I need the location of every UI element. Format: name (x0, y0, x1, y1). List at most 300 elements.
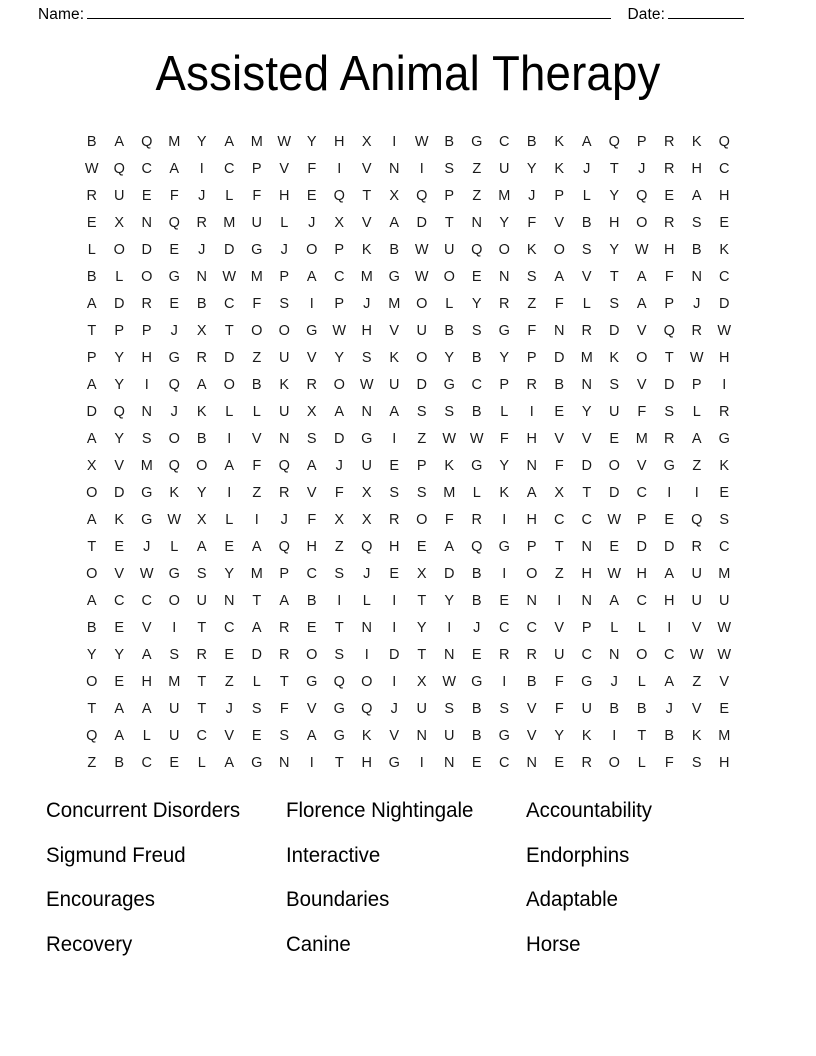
grid-cell[interactable]: A (664, 566, 675, 582)
grid-cell[interactable]: E (664, 512, 675, 528)
grid-cell[interactable]: T (252, 593, 262, 609)
grid-cell[interactable]: Y (526, 161, 537, 177)
grid-cell[interactable]: U (554, 647, 565, 663)
grid-cell[interactable]: Y (114, 647, 125, 663)
grid-cell[interactable]: G (141, 512, 153, 528)
grid-cell[interactable]: M (250, 566, 263, 582)
grid-cell[interactable]: I (419, 755, 424, 771)
grid-cell[interactable]: W (607, 566, 622, 582)
grid-cell[interactable]: O (251, 323, 263, 339)
grid-cell[interactable]: F (527, 215, 537, 231)
grid-cell[interactable]: Z (692, 458, 702, 474)
grid-cell[interactable]: Y (334, 350, 345, 366)
grid-cell[interactable]: Y (444, 593, 455, 609)
grid-cell[interactable]: P (636, 134, 647, 150)
grid-cell[interactable]: D (636, 539, 647, 555)
grid-cell[interactable]: M (223, 215, 236, 231)
grid-cell[interactable]: F (252, 188, 262, 204)
word-list-item[interactable]: Recovery (46, 931, 133, 956)
grid-cell[interactable]: D (664, 539, 675, 555)
grid-cell[interactable]: T (197, 701, 207, 717)
grid-cell[interactable]: E (719, 485, 730, 501)
grid-cell[interactable]: B (471, 404, 482, 420)
grid-cell[interactable]: M (140, 458, 153, 474)
grid-cell[interactable]: O (608, 458, 620, 474)
grid-cell[interactable]: E (169, 242, 180, 258)
grid-cell[interactable]: A (691, 431, 702, 447)
grid-cell[interactable]: E (224, 647, 235, 663)
grid-cell[interactable]: A (306, 269, 317, 285)
grid-cell[interactable]: T (334, 755, 344, 771)
grid-cell[interactable]: A (86, 377, 97, 393)
grid-cell[interactable]: J (390, 701, 398, 717)
grid-cell[interactable]: V (114, 458, 125, 474)
grid-cell[interactable]: L (472, 485, 481, 501)
grid-cell[interactable]: U (719, 593, 730, 609)
grid-cell[interactable]: O (196, 458, 208, 474)
grid-cell[interactable]: S (361, 350, 372, 366)
grid-cell[interactable]: Y (114, 431, 125, 447)
grid-cell[interactable]: O (168, 431, 180, 447)
grid-cell[interactable]: S (581, 242, 592, 258)
grid-cell[interactable]: G (168, 269, 180, 285)
grid-cell[interactable]: E (719, 701, 730, 717)
grid-cell[interactable]: S (526, 269, 537, 285)
grid-cell[interactable]: W (442, 431, 457, 447)
grid-cell[interactable]: P (251, 161, 262, 177)
grid-cell[interactable]: C (224, 161, 235, 177)
grid-cell[interactable]: C (306, 566, 317, 582)
grid-cell[interactable]: A (444, 539, 455, 555)
grid-cell[interactable]: B (444, 323, 455, 339)
grid-cell[interactable]: J (693, 296, 701, 312)
grid-cell[interactable]: S (499, 701, 510, 717)
grid-cell[interactable]: G (471, 674, 483, 690)
grid-cell[interactable]: L (252, 674, 261, 690)
grid-cell[interactable]: B (581, 215, 592, 231)
grid-cell[interactable]: S (691, 215, 702, 231)
grid-cell[interactable]: U (416, 323, 427, 339)
grid-cell[interactable]: D (609, 485, 620, 501)
grid-cell[interactable]: W (442, 674, 457, 690)
grid-cell[interactable]: M (718, 728, 731, 744)
word-list-item[interactable]: Endorphins (526, 842, 630, 867)
grid-cell[interactable]: H (361, 755, 372, 771)
grid-cell[interactable]: K (554, 161, 565, 177)
grid-cell[interactable]: L (225, 188, 234, 204)
grid-cell[interactable]: Y (554, 728, 565, 744)
grid-cell[interactable]: X (86, 458, 97, 474)
grid-cell[interactable]: S (306, 431, 317, 447)
grid-cell[interactable]: U (114, 188, 125, 204)
grid-cell[interactable]: I (612, 728, 617, 744)
grid-cell[interactable]: B (114, 755, 125, 771)
grid-cell[interactable]: S (691, 755, 702, 771)
grid-cell[interactable]: N (499, 269, 510, 285)
grid-cell[interactable]: H (141, 674, 152, 690)
word-list-item[interactable]: Canine (286, 931, 351, 956)
grid-cell[interactable]: A (251, 539, 262, 555)
grid-cell[interactable]: M (388, 296, 401, 312)
grid-cell[interactable]: C (334, 269, 345, 285)
grid-cell[interactable]: N (609, 647, 620, 663)
grid-cell[interactable]: G (333, 728, 345, 744)
grid-cell[interactable]: K (389, 350, 400, 366)
grid-cell[interactable]: B (251, 377, 262, 393)
grid-cell[interactable]: M (443, 485, 456, 501)
grid-cell[interactable]: Z (527, 296, 537, 312)
grid-cell[interactable]: V (636, 323, 647, 339)
grid-cell[interactable]: V (389, 323, 400, 339)
grid-cell[interactable]: G (361, 431, 373, 447)
grid-cell[interactable]: O (278, 323, 290, 339)
grid-cell[interactable]: F (554, 458, 564, 474)
grid-cell[interactable]: V (554, 215, 565, 231)
grid-cell[interactable]: J (638, 161, 646, 177)
grid-cell[interactable]: E (141, 188, 152, 204)
grid-cell[interactable]: H (526, 431, 537, 447)
grid-cell[interactable]: I (144, 377, 149, 393)
grid-cell[interactable]: P (636, 512, 647, 528)
grid-cell[interactable]: O (526, 566, 538, 582)
grid-cell[interactable]: C (499, 620, 510, 636)
grid-cell[interactable]: R (691, 539, 702, 555)
grid-cell[interactable]: D (251, 647, 262, 663)
grid-cell[interactable]: J (308, 215, 316, 231)
grid-cell[interactable]: V (581, 269, 592, 285)
grid-cell[interactable]: X (554, 485, 565, 501)
grid-cell[interactable]: E (719, 215, 730, 231)
grid-cell[interactable]: I (502, 674, 507, 690)
grid-cell[interactable]: A (86, 593, 97, 609)
grid-cell[interactable]: O (361, 674, 373, 690)
grid-cell[interactable]: J (280, 512, 288, 528)
grid-cell[interactable]: D (334, 431, 345, 447)
grid-cell[interactable]: X (334, 215, 345, 231)
grid-cell[interactable]: G (498, 323, 510, 339)
grid-cell[interactable]: I (667, 485, 672, 501)
grid-cell[interactable]: F (554, 674, 564, 690)
grid-cell[interactable]: E (664, 188, 675, 204)
grid-cell[interactable]: S (141, 431, 152, 447)
grid-cell[interactable]: V (526, 728, 537, 744)
grid-cell[interactable]: I (337, 593, 342, 609)
grid-cell[interactable]: L (280, 215, 289, 231)
grid-cell[interactable]: Y (86, 647, 97, 663)
grid-cell[interactable]: B (86, 269, 97, 285)
grid-cell[interactable]: F (444, 512, 454, 528)
grid-cell[interactable]: K (196, 404, 207, 420)
grid-cell[interactable]: G (388, 755, 400, 771)
grid-cell[interactable]: V (141, 620, 152, 636)
grid-cell[interactable]: W (717, 323, 732, 339)
grid-cell[interactable]: U (196, 593, 207, 609)
grid-cell[interactable]: J (610, 674, 618, 690)
grid-cell[interactable]: E (471, 647, 482, 663)
grid-cell[interactable]: R (471, 512, 482, 528)
grid-cell[interactable]: N (361, 404, 372, 420)
grid-cell[interactable]: O (636, 215, 648, 231)
grid-cell[interactable]: W (689, 350, 704, 366)
grid-cell[interactable]: Q (333, 188, 345, 204)
grid-cell[interactable]: I (667, 620, 672, 636)
grid-cell[interactable]: N (471, 215, 482, 231)
grid-cell[interactable]: K (691, 134, 702, 150)
grid-cell[interactable]: S (664, 404, 675, 420)
grid-cell[interactable]: X (416, 566, 427, 582)
grid-cell[interactable]: L (115, 269, 124, 285)
grid-cell[interactable]: A (691, 188, 702, 204)
grid-cell[interactable]: Z (87, 755, 97, 771)
grid-cell[interactable]: U (691, 593, 702, 609)
grid-cell[interactable]: M (580, 350, 593, 366)
grid-cell[interactable]: V (279, 161, 290, 177)
grid-cell[interactable]: N (526, 458, 537, 474)
grid-cell[interactable]: D (554, 350, 565, 366)
grid-cell[interactable]: S (609, 377, 620, 393)
grid-cell[interactable]: W (689, 647, 704, 663)
grid-cell[interactable]: Y (581, 404, 592, 420)
grid-cell[interactable]: U (361, 458, 372, 474)
grid-cell[interactable]: L (582, 296, 591, 312)
grid-cell[interactable]: X (196, 323, 207, 339)
grid-cell[interactable]: R (526, 647, 537, 663)
grid-cell[interactable]: A (114, 134, 125, 150)
grid-cell[interactable]: Q (113, 404, 125, 420)
grid-cell[interactable]: H (664, 242, 675, 258)
grid-cell[interactable]: G (251, 242, 263, 258)
grid-cell[interactable]: E (554, 404, 565, 420)
grid-cell[interactable]: Q (278, 539, 290, 555)
grid-cell[interactable]: Z (252, 350, 262, 366)
grid-cell[interactable]: V (114, 566, 125, 582)
grid-cell[interactable]: G (141, 485, 153, 501)
grid-cell[interactable]: T (582, 485, 592, 501)
grid-cell[interactable]: T (609, 269, 619, 285)
grid-cell[interactable]: C (636, 485, 647, 501)
grid-cell[interactable]: T (87, 701, 97, 717)
grid-cell[interactable]: A (389, 215, 400, 231)
grid-cell[interactable]: H (719, 350, 730, 366)
grid-cell[interactable]: K (581, 728, 592, 744)
grid-cell[interactable]: R (279, 485, 290, 501)
word-list-item[interactable]: Accountability (526, 798, 653, 822)
grid-cell[interactable]: Y (471, 296, 482, 312)
grid-cell[interactable]: I (529, 404, 534, 420)
grid-cell[interactable]: R (196, 647, 207, 663)
grid-cell[interactable]: S (416, 404, 427, 420)
grid-cell[interactable]: R (86, 188, 97, 204)
grid-cell[interactable]: I (392, 674, 397, 690)
grid-cell[interactable]: Q (608, 134, 620, 150)
grid-cell[interactable]: Q (471, 242, 483, 258)
grid-cell[interactable]: N (581, 539, 592, 555)
grid-cell[interactable]: C (141, 161, 152, 177)
grid-cell[interactable]: U (279, 350, 290, 366)
grid-cell[interactable]: Y (196, 134, 207, 150)
grid-cell[interactable]: V (526, 701, 537, 717)
grid-cell[interactable]: W (634, 242, 649, 258)
grid-cell[interactable]: R (196, 350, 207, 366)
grid-cell[interactable]: W (277, 134, 292, 150)
grid-cell[interactable]: J (363, 566, 371, 582)
grid-cell[interactable]: K (169, 485, 180, 501)
grid-cell[interactable]: Q (361, 539, 373, 555)
grid-cell[interactable]: A (526, 485, 537, 501)
grid-cell[interactable]: Z (252, 485, 262, 501)
grid-cell[interactable]: A (636, 296, 647, 312)
grid-cell[interactable]: X (306, 404, 317, 420)
grid-cell[interactable]: D (416, 215, 427, 231)
grid-cell[interactable]: I (199, 161, 204, 177)
grid-cell[interactable]: C (471, 377, 482, 393)
grid-cell[interactable]: Q (718, 134, 730, 150)
grid-cell[interactable]: A (169, 161, 180, 177)
grid-cell[interactable]: W (607, 512, 622, 528)
grid-cell[interactable]: N (581, 377, 592, 393)
grid-cell[interactable]: K (114, 512, 125, 528)
grid-cell[interactable]: Z (417, 431, 427, 447)
grid-cell[interactable]: N (224, 593, 235, 609)
grid-cell[interactable]: K (691, 728, 702, 744)
grid-cell[interactable]: R (279, 647, 290, 663)
word-list-item[interactable]: Horse (526, 931, 581, 956)
grid-cell[interactable]: O (608, 755, 620, 771)
grid-cell[interactable]: R (664, 431, 675, 447)
grid-cell[interactable]: J (583, 161, 591, 177)
grid-cell[interactable]: G (168, 350, 180, 366)
grid-cell[interactable]: G (388, 269, 400, 285)
grid-cell[interactable]: A (86, 296, 97, 312)
grid-cell[interactable]: O (443, 269, 455, 285)
grid-cell[interactable]: Y (499, 350, 510, 366)
grid-cell[interactable]: B (526, 134, 537, 150)
word-list-item[interactable]: Concurrent Disorders (46, 798, 241, 822)
grid-cell[interactable]: U (444, 728, 455, 744)
grid-cell[interactable]: O (113, 242, 125, 258)
grid-cell[interactable]: D (581, 458, 592, 474)
grid-cell[interactable]: K (719, 458, 730, 474)
grid-cell[interactable]: S (609, 296, 620, 312)
grid-cell[interactable]: X (334, 512, 345, 528)
grid-cell[interactable]: I (419, 161, 424, 177)
grid-cell[interactable]: N (196, 269, 207, 285)
grid-cell[interactable]: E (169, 755, 180, 771)
grid-cell[interactable]: C (141, 755, 152, 771)
grid-cell[interactable]: Y (114, 377, 125, 393)
grid-cell[interactable]: F (554, 296, 564, 312)
grid-cell[interactable]: U (169, 701, 180, 717)
grid-cell[interactable]: G (443, 377, 455, 393)
grid-cell[interactable]: C (499, 755, 510, 771)
grid-cell[interactable]: Q (278, 458, 290, 474)
grid-cell[interactable]: N (526, 755, 537, 771)
grid-cell[interactable]: Y (499, 458, 510, 474)
grid-cell[interactable]: C (114, 593, 125, 609)
grid-cell[interactable]: X (361, 485, 372, 501)
grid-cell[interactable]: Z (472, 161, 482, 177)
grid-cell[interactable]: W (222, 269, 237, 285)
grid-cell[interactable]: S (444, 161, 455, 177)
grid-cell[interactable]: C (499, 134, 510, 150)
grid-cell[interactable]: P (86, 350, 97, 366)
grid-cell[interactable]: A (334, 404, 345, 420)
grid-cell[interactable]: F (334, 485, 344, 501)
grid-cell[interactable]: Y (224, 566, 235, 582)
grid-cell[interactable]: Q (168, 215, 180, 231)
grid-cell[interactable]: M (250, 269, 263, 285)
grid-cell[interactable]: X (416, 674, 427, 690)
grid-cell[interactable]: O (306, 242, 318, 258)
grid-cell[interactable]: E (169, 296, 180, 312)
grid-cell[interactable]: C (581, 647, 592, 663)
grid-cell[interactable]: X (389, 188, 400, 204)
grid-cell[interactable]: H (526, 512, 537, 528)
grid-cell[interactable]: H (636, 566, 647, 582)
grid-cell[interactable]: W (414, 269, 429, 285)
grid-cell[interactable]: R (196, 215, 207, 231)
grid-cell[interactable]: O (416, 512, 428, 528)
grid-cell[interactable]: D (719, 296, 730, 312)
grid-cell[interactable]: W (84, 161, 99, 177)
grid-cell[interactable]: P (581, 620, 592, 636)
grid-cell[interactable]: V (554, 620, 565, 636)
grid-cell[interactable]: C (581, 512, 592, 528)
grid-cell[interactable]: C (224, 620, 235, 636)
grid-cell[interactable]: P (499, 377, 510, 393)
grid-cell[interactable]: Y (444, 350, 455, 366)
grid-cell[interactable]: Q (333, 674, 345, 690)
grid-cell[interactable]: N (141, 215, 152, 231)
word-list-item[interactable]: Sigmund Freud (46, 842, 186, 867)
grid-cell[interactable]: N (279, 431, 290, 447)
grid-cell[interactable]: E (389, 566, 400, 582)
grid-cell[interactable]: G (471, 134, 483, 150)
grid-cell[interactable]: V (361, 215, 372, 231)
grid-cell[interactable]: E (609, 539, 620, 555)
grid-cell[interactable]: B (664, 728, 675, 744)
grid-cell[interactable]: F (499, 431, 509, 447)
grid-cell[interactable]: I (694, 485, 699, 501)
grid-cell[interactable]: H (691, 161, 702, 177)
grid-cell[interactable]: A (279, 593, 290, 609)
grid-cell[interactable]: A (114, 701, 125, 717)
grid-cell[interactable]: L (637, 674, 646, 690)
grid-cell[interactable]: O (306, 647, 318, 663)
grid-cell[interactable]: Z (224, 674, 234, 690)
grid-cell[interactable]: D (86, 404, 97, 420)
grid-cell[interactable]: R (499, 647, 510, 663)
grid-cell[interactable]: E (114, 620, 125, 636)
grid-cell[interactable]: O (416, 350, 428, 366)
grid-cell[interactable]: J (335, 458, 343, 474)
grid-cell[interactable]: W (167, 512, 182, 528)
grid-cell[interactable]: F (554, 701, 564, 717)
grid-cell[interactable]: F (279, 701, 289, 717)
grid-cell[interactable]: B (526, 674, 537, 690)
grid-cell[interactable]: T (417, 647, 427, 663)
grid-cell[interactable]: V (251, 431, 262, 447)
grid-cell[interactable]: L (362, 593, 371, 609)
grid-cell[interactable]: T (554, 539, 564, 555)
grid-cell[interactable]: L (170, 539, 179, 555)
grid-cell[interactable]: N (279, 755, 290, 771)
grid-cell[interactable]: R (499, 296, 510, 312)
grid-cell[interactable]: N (141, 404, 152, 420)
grid-cell[interactable]: K (361, 242, 372, 258)
grid-cell[interactable]: C (719, 161, 730, 177)
grid-cell[interactable]: P (279, 566, 290, 582)
